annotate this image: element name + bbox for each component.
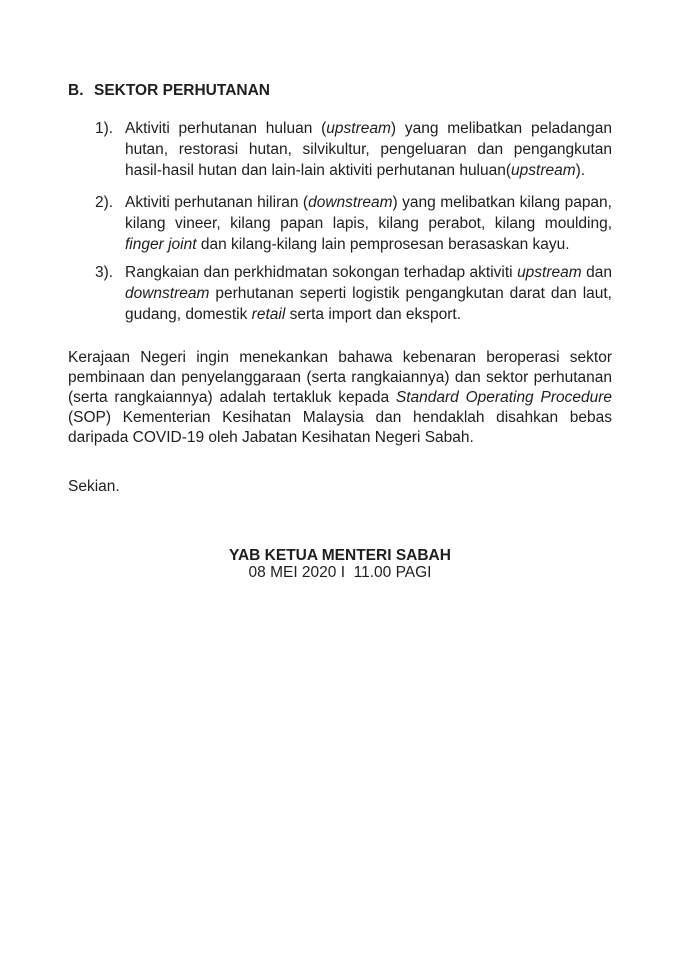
- list-item-text: Rangkaian dan perkhidmatan sokongan terhadap aktiviti upstream dan downstream perhutanan seperti logistik pengangkutan darat dan laut, gudang, domestik retail serta import dan eksport.: [125, 264, 612, 323]
- closing-text: Sekian.: [68, 478, 120, 495]
- list-item: [95, 118, 612, 181]
- list-item: [95, 192, 612, 255]
- list-item-number: 2).: [95, 194, 114, 211]
- signature-datetime: 08 MEI 2020 I 11.00 PAGI: [248, 564, 432, 581]
- section-heading-title: SEKTOR PERHUTANAN: [94, 82, 270, 99]
- list-item-number: 3).: [95, 264, 114, 281]
- body-paragraph: Kerajaan Negeri ingin menekankan bahawa kebenaran beroperasi sektor pembinaan dan penyelanggaraan (serta rangkaiannya) dan sektor perhutanan (serta rangkaiannya) adalah tertakluk kepada Standard Operating Procedure (SOP) Kementerian Kesihatan Malaysia dan hendaklah disahkan bebas daripada COVID-19 oleh Jabatan Kesihatan Negeri Sabah.: [68, 349, 613, 446]
- signature-block: [68, 547, 612, 581]
- list-item: [95, 262, 612, 325]
- signature-name: YAB KETUA MENTERI SABAH: [229, 547, 451, 564]
- section-heading-label: B.: [68, 82, 84, 99]
- list-item-text: Aktiviti perhutanan hiliran (downstream) yang melibatkan kilang papan, kilang vineer, kilang papan lapis, kilang perabot, kilang moulding, finger joint dan kilang-kilang lain pemprosesan berasaskan kayu.: [125, 194, 612, 253]
- list-item-number: 1).: [95, 120, 114, 137]
- list-item-text: Aktiviti perhutanan huluan (upstream) yang melibatkan peladangan hutan, restorasi hutan, silvikultur, pengeluaran dan pengangkutan hasil-hasil hutan dan lain-lain aktiviti perhutanan huluan(upstream).: [125, 120, 612, 179]
- section-heading: [68, 81, 612, 101]
